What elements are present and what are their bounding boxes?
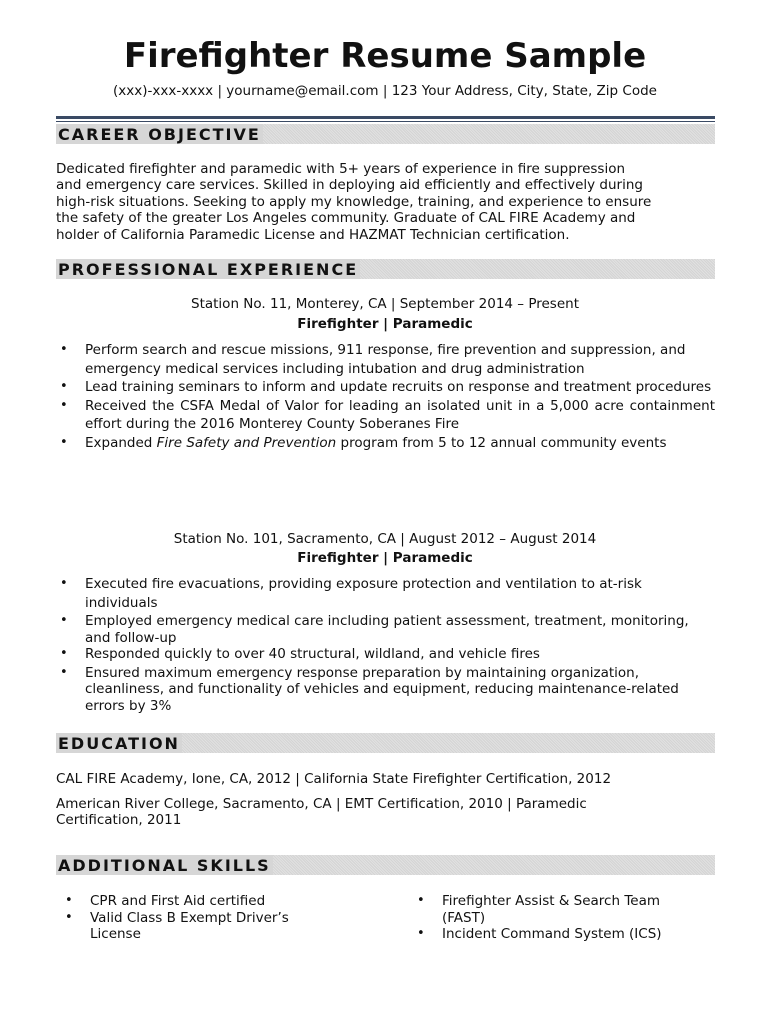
objective-line: high-risk situations. Seeking to apply my knowledge, training, and experience to ensure — [56, 193, 652, 210]
skill-text: CPR and First Aid certified — [90, 893, 266, 909]
contact-info: (xxx)-xxx-xxxx | yourname@email.com | 123 Your Address, City, State, Zip Code — [113, 83, 657, 99]
bullet-icon: • — [60, 613, 68, 628]
bullet-text: Responded quickly to over 40 structural, wildland, and vehicle fires — [85, 646, 540, 662]
education-item: CAL FIRE Academy, Ione, CA, 2012 | California State Firefighter Certification, 2012 — [56, 771, 612, 787]
bullet-text: Perform search and rescue missions, 911 response, fire prevention and suppression, and emergency medical services including intubation and drug administration — [85, 342, 686, 377]
section-career-objective — [56, 124, 715, 144]
list-item — [56, 893, 326, 910]
section-heading: ADDITIONAL SKILLS — [58, 856, 271, 875]
objective-line: Dedicated firefighter and paramedic with 5+ years of experience in fire suppression — [56, 161, 626, 177]
list-item — [56, 575, 715, 612]
list-item — [56, 397, 715, 434]
bullet-text: Executed fire evacuations, providing exposure protection and ventilation to at-risk individuals — [85, 576, 642, 611]
skill-text: Valid Class B Exempt Driver’s License — [90, 909, 289, 942]
list-item — [56, 613, 715, 646]
objective-line: the safety of the greater Los Angeles community. Graduate of CAL FIRE Academy and — [56, 210, 636, 227]
list-item — [56, 378, 715, 397]
bullet-icon: • — [60, 379, 68, 394]
bullet-text-end: program from 5 to 12 annual community events — [336, 434, 667, 451]
section-heading: EDUCATION — [58, 734, 180, 753]
bullet-icon: • — [60, 576, 68, 591]
section-heading: PROFESSIONAL EXPERIENCE — [58, 260, 359, 279]
bullet-text: Lead training seminars to inform and update recruits on response and treatment procedures — [85, 379, 712, 395]
bullet-text-start: Expanded — [85, 434, 157, 451]
career-objective-text — [56, 161, 716, 243]
bullet-icon: • — [60, 397, 68, 413]
bullet-icon: • — [417, 926, 425, 941]
objective-line: and emergency care services. Skilled in deploying aid efficiently and effectively during — [56, 177, 643, 194]
list-item — [56, 434, 715, 453]
list-item — [56, 341, 715, 378]
header-rule-thin — [56, 121, 715, 122]
skills-right-column — [408, 893, 715, 943]
header-rule-thick — [56, 116, 715, 119]
bullet-text: Employed emergency medical care including patient assessment, treatment, monitoring, and follow-up — [85, 613, 689, 646]
job-location: Station No. 101, Sacramento, CA | August 2012 – August 2014 — [173, 531, 597, 547]
page-title: Firefighter Resume Sample — [123, 36, 647, 76]
list-item — [408, 893, 692, 926]
job-location: Station No. 11, Monterey, CA | September 2014 – Present — [191, 296, 579, 312]
skill-text: Incident Command System (ICS) — [442, 926, 662, 942]
list-item — [56, 910, 290, 943]
job-title: Firefighter | Paramedic — [297, 550, 473, 566]
bullet-text: Ensured maximum emergency response preparation by maintaining organization, cleanliness, and functionality of vehicles and equipment, reducing maintenance-related errors by 3% — [85, 664, 679, 714]
bullet-icon: • — [60, 434, 68, 450]
list-item — [408, 926, 715, 943]
section-education — [56, 733, 715, 753]
skills-left-column — [56, 893, 326, 943]
skill-text: Firefighter Assist & Search Team (FAST) — [442, 893, 661, 926]
bullet-icon: • — [417, 893, 425, 908]
section-additional-skills — [56, 855, 715, 875]
education-item: American River College, Sacramento, CA | EMT Certification, 2010 | Paramedic Certification, 2011 — [56, 796, 587, 829]
list-item — [56, 646, 715, 663]
bullet-icon: • — [65, 893, 73, 908]
bullet-text: Received the CSFA Medal of Valor for leading an isolated unit in a 5,000 acre containment effort during the 2016 Monterey County Soberanes Fire — [85, 397, 715, 432]
skills-list — [408, 893, 715, 943]
bullet-icon: • — [65, 909, 73, 925]
job-bullets — [56, 575, 715, 714]
job-bullets — [56, 341, 715, 452]
section-professional-experience — [56, 259, 715, 279]
program-name: Fire Safety and Prevention — [156, 434, 337, 451]
skills-list — [56, 893, 326, 943]
job-title: Firefighter | Paramedic — [297, 316, 473, 332]
bullet-icon: • — [60, 664, 68, 680]
list-item — [56, 665, 715, 715]
objective-line: holder of California Paramedic License and HAZMAT Technician certification. — [56, 226, 570, 243]
section-heading: CAREER OBJECTIVE — [58, 125, 261, 144]
bullet-icon: • — [60, 342, 68, 357]
bullet-icon: • — [60, 646, 68, 661]
